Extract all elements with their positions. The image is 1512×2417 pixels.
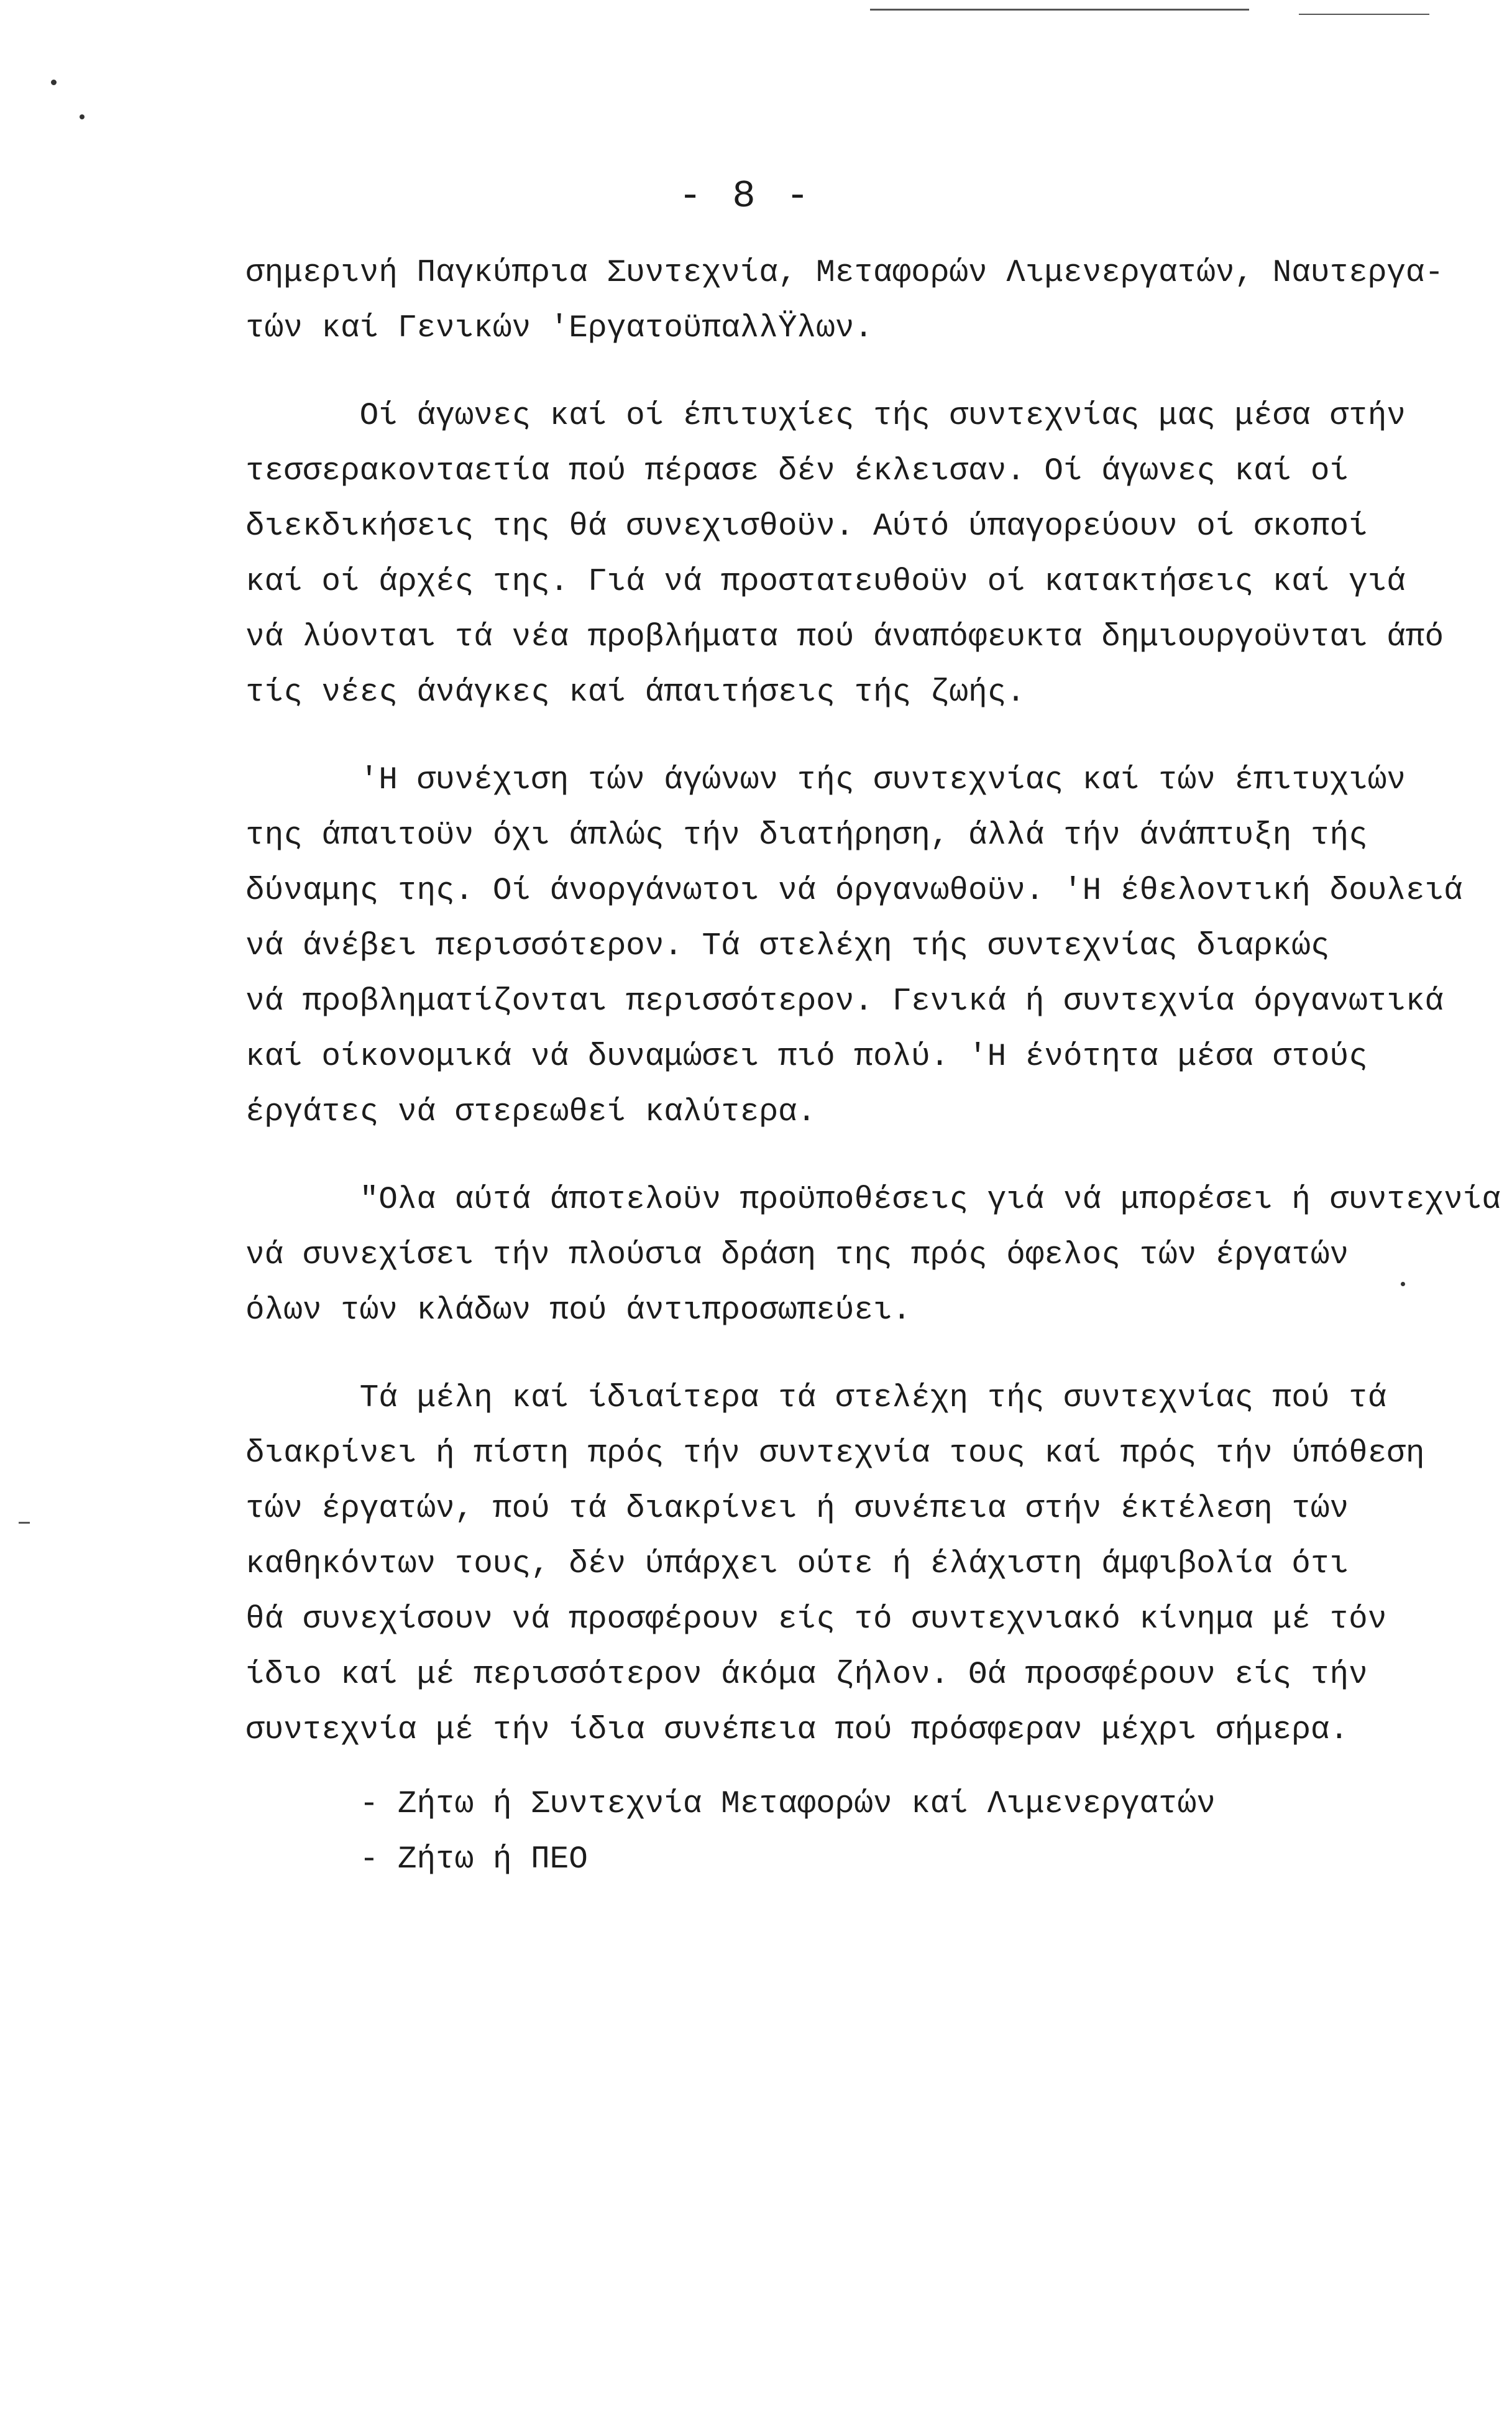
text-line: νά λύονται τά νέα προβλήματα πού άναπόφευκτα δημιουργοϋνται άπό [245, 620, 1444, 655]
paragraph [245, 389, 1444, 720]
text-line: όλων τών κλάδων πού άντιπροσωπεύει. [245, 1293, 912, 1328]
paragraph [245, 246, 1444, 356]
text-line: σημερινή Παγκύπρια Συντεχνία, Μεταφορών Λιμενεργατών, Ναυτεργα- [245, 256, 1444, 291]
text-line: νά προβληματίζονται περισσότερον. Γενικά ή συντεχνία όργανωτικά [245, 984, 1444, 1020]
text-line: θά συνεχίσουν νά προσφέρουν είς τό συντεχνιακό κίνημα μέ τόν [245, 1602, 1387, 1637]
paragraph [245, 753, 1463, 1140]
page-number: - 8 - [678, 174, 813, 218]
text-line: έργάτες νά στερεωθεί καλύτερα. [245, 1095, 817, 1130]
paragraph [245, 1172, 1501, 1338]
text-line: συντεχνία μέ τήν ίδια συνέπεια πού πρόσφεραν μέχρι σήμερα. [245, 1713, 1349, 1748]
text-line: καθηκόντων τους, δέν ύπάρχει ούτε ή έλάχιστη άμφιβολία ότι [245, 1547, 1349, 1582]
text-line: νά συνεχίσει τήν πλούσια δράση της πρός όφελος τών έργατών [245, 1238, 1349, 1273]
text-line: Τά μέλη καί ίδιαίτερα τά στελέχη τής συντεχνίας πού τά [245, 1381, 1387, 1416]
slogan-line: - Ζήτω ή Συντεχνία Μεταφορών καί Λιμενεργατών [245, 1787, 1216, 1822]
scan-dash-margin [19, 1522, 30, 1524]
text-line: καί οίκονομικά νά δυναμώσει πιό πολύ. 'Η ένότητα μέσα στούς [245, 1039, 1368, 1075]
text-line: τίς νέες άνάγκες καί άπαιτήσεις τής ζωής. [245, 675, 1025, 711]
scan-rule-top [870, 9, 1249, 11]
text-line: διακρίνει ή πίστη πρός τήν συντεχνία τους καί πρός τήν ύπόθεση [245, 1436, 1425, 1471]
text-line: διεκδικήσεις της θά συνεχισθοϋν. Αύτό ύπαγορεύουν οί σκοποί [245, 509, 1368, 545]
paragraph [245, 1371, 1439, 1758]
text-line: 'Η συνέχιση τών άγώνων τής συντεχνίας καί τών έπιτυχιών [245, 763, 1406, 798]
document-body [245, 246, 1501, 1887]
text-line: νά άνέβει περισσότερον. Τά στελέχη τής συντεχνίας διαρκώς [245, 929, 1330, 964]
text-line: Οί άγωνες καί οί έπιτυχίες τής συντεχνίας μας μέσα στήν [245, 398, 1406, 434]
text-line: της άπαιτοϋν όχι άπλώς τήν διατήρηση, άλλά τήν άνάπτυξη τής [245, 818, 1368, 854]
text-line: καί οί άρχές της. Γιά νά προστατευθοϋν οί κατακτήσεις καί γιά [245, 564, 1406, 600]
text-line: τών έργατών, πού τά διακρίνει ή συνέπεια στήν έκτέλεση τών [245, 1491, 1349, 1527]
scan-speck [80, 114, 85, 119]
text-line: τεσσερακονταετία πού πέρασε δέν έκλεισαν. Οί άγωνες καί οί [245, 454, 1349, 489]
slogan-line: - Ζήτω ή ΠΕΟ [245, 1842, 588, 1877]
slogans [245, 1777, 1439, 1887]
text-line: "Ολα αύτά άποτελοϋν προϋποθέσεις γιά νά μπορέσει ή συντεχνία [245, 1182, 1501, 1218]
text-line: τών καί Γενικών 'ΕργατοϋπαλλΫλων. [245, 311, 873, 346]
scan-rule-top-right [1299, 14, 1429, 15]
text-line: δύναμης της. Οί άνοργάνωτοι νά όργανωθοϋν. 'Η έθελοντική δουλειά [245, 873, 1463, 909]
scan-speck [51, 80, 57, 85]
text-line: ίδιο καί μέ περισσότερον άκόμα ζήλον. Θά προσφέρουν είς τήν [245, 1657, 1368, 1693]
